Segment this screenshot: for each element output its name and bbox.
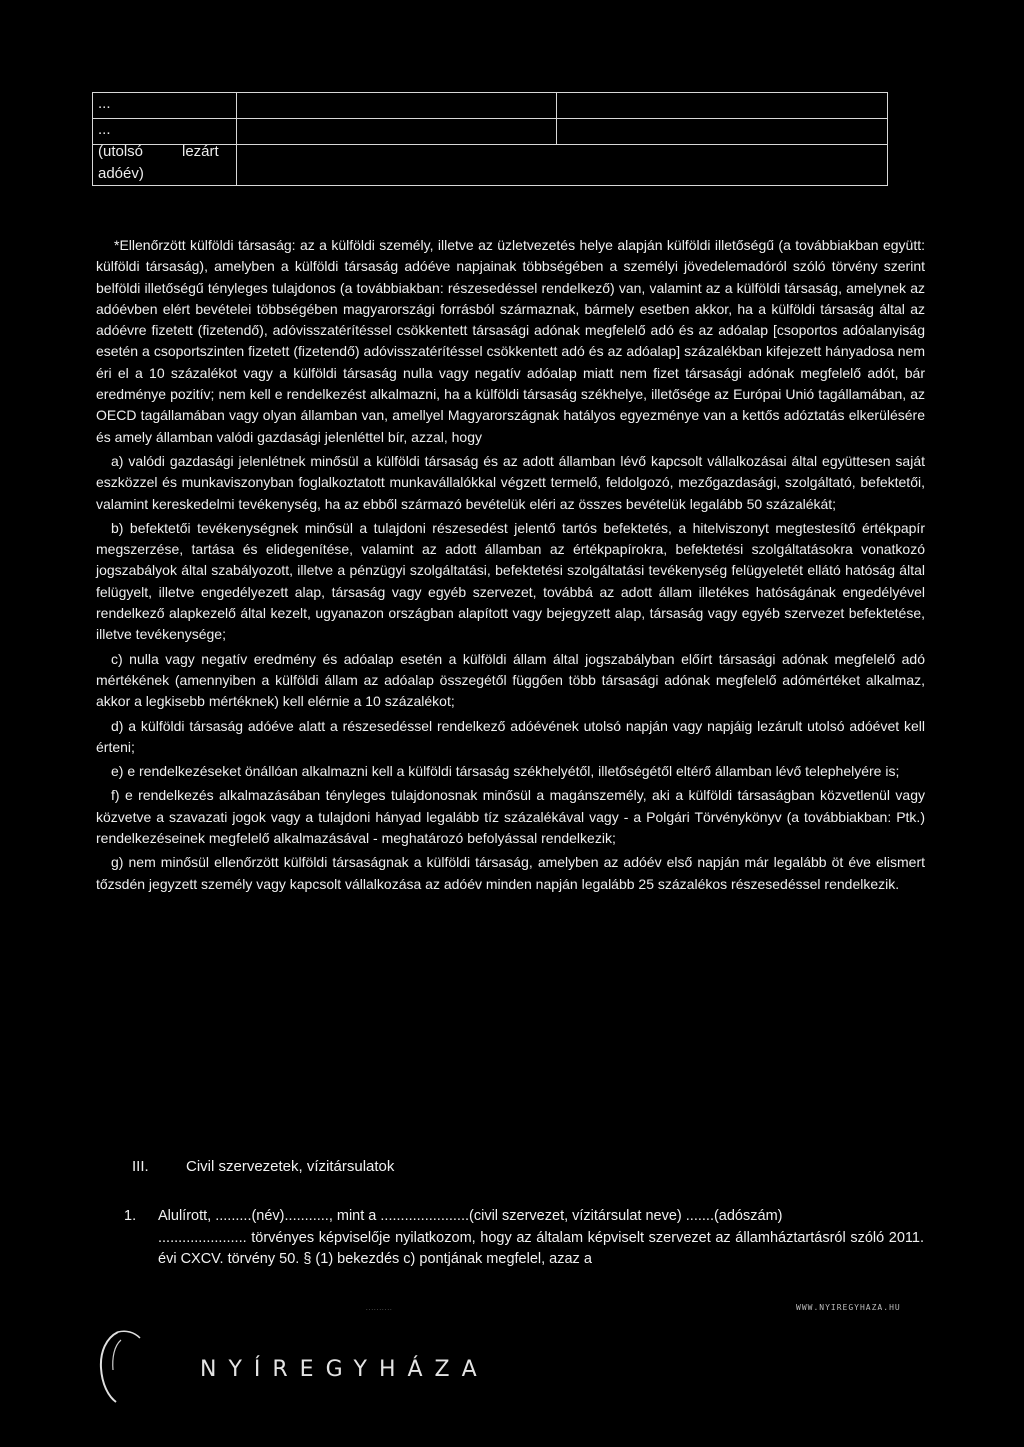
summary-table [92,92,888,186]
table-cell-row3-c: adóév) [98,165,144,182]
definition-item-d: d) a külföldi társaság adóéve alatt a részesedéssel rendelkező adóévének utolsó napján vagy napjáig lezárult utolsó adóévet kell érteni; [96,717,925,755]
definition-item-e: e) e rendelkezéseket önállóan alkalmazni kell a külföldi társaság székhelyétől, illetőségétől eltérő államban lévő telephelyére is; [111,763,900,780]
definition-intro: *Ellenőrzött külföldi társaság: az a külföldi személy, illetve az üzletvezetés helye alapján külföldi illetőségű (a továbbiakban együtt: külföldi társaság), amelyben a külföldi társaság adóéve napjainak többségében a személyi jövedelemadóról szóló törvény szerint belföldi illetőségű tényleges tulajdonos (a továbbiakban: részesedéssel rendelkező) van, valamint az a külföldi társaság, amelynek az adóévben elért bevételei többségében magyarországi forrásból származnak, bármely esetben akkor, ha a külföldi társaság által az adóévre fizetett (fizetendő), adóvisszatérítéssel csökkentett társasági adónak megfelelő adó és az adóalap [csoportos adóalanyiság esetén a csoportszinten fizetett (fizetendő) adóvisszatérítéssel csökkentett adó és az adóalap] százalékban kifejezett hányadosa nem éri el a 10 százalékot vagy a külföldi társaság nulla vagy negatív adóalap miatt nem fizet társasági adónak megfelelő adót, bár eredménye pozitív; nem kell e rendelkezést alkalmazni, ha a külföldi társaság székhelye, illetősége az Európai Unió tagállamában, az OECD tagállamában vagy olyan államban van, amellyel Magyarországnak hatályos egyezménye van a kettős adóztatás elkerülésére és amely államban valódi gazdasági jelenléttel bír, azzal, hogy [96,237,925,445]
definition-text [96,235,925,895]
section-title: Civil szervezetek, vízitársulatok [186,1158,395,1175]
footer-small-mark: .......... [366,1306,393,1312]
table-cell-row3-b: lezárt [182,143,219,160]
declaration-number: 1. [124,1208,137,1224]
table-cell-row1: ... [98,95,111,112]
footer-city-logotype: NYÍREGYHÁZA [200,1357,489,1382]
logo-icon [88,1328,158,1408]
definition-item-a: a) valódi gazdasági jelenlétnek minősül a külföldi társaság és az adott államban lévő kapcsolt vállalkozásai által együttesen saját eszközzel és munkaviszonyban foglalkoztatott munkavállalókkal végzett termelő, feldolgozó, mezőgazdasági, szolgáltató, befektetői, valamint kereskedelmi tevékenység, ha az ebből származó bevételük eléri az összes bevételük legalább 50 százalékát; [96,452,925,512]
definition-item-b: b) befektetői tevékenységnek minősül a tulajdoni részesedést jelentő tartós befektetés, a hitelviszonyt megtestesítő értékpapír megszerzése, tartása és elidegenítése, valamint az adott államban az értékpapírokra, befektetési szolgáltatásokra vonatkozó jogszabályok által szabályozott, illetve a pénzügyi szolgáltatási, befektetési szolgáltatási tevékenység felügyeletét ellátó hatóság által felügyelt, illetve engedélyezett alap, társaság vagy egyéb szervezet, továbbá az adott állam illetékes hatóságának engedélyével rendelkező alapkezelő által kezelt, ugyanazon országban alapított vagy bejegyzett alap, társaság vagy egyéb szervezet befektetése, illetve tevékenysége; [96,519,925,643]
table-cell-row3-a: (utolsó [98,143,144,160]
section-number: III. [132,1158,149,1175]
declaration [124,1206,924,1271]
definition-item-g: g) nem minősül ellenőrzött külföldi társaságnak a külföldi társaság, amelyben az adóév első napján már legalább öt éve elismert tőzsdén jegyzett személy vagy kapcsolt vállalkozása az adóév minden napján legalább 25 százalékos részesedéssel rendelkezik. [96,854,925,892]
section-heading [132,1158,394,1175]
footer-website: WWW.NYIREGYHAZA.HU [796,1303,901,1312]
definition-item-c: c) nulla vagy negatív eredmény és adóalap esetén a külföldi állam által jogszabályban előírt társasági adónak megfelelő adó mértékének (amennyiben a külföldi állam az adóalap összegétől függően több társasági adónak megfelelő adómértéket alkalmaz, akkor a legkisebb mértéknek) kell elérnie a 10 százalékot; [96,650,925,710]
definition-item-f: f) e rendelkezés alkalmazásában tényleges tulajdonosnak minősül a magánszemély, aki a külföldi társaságban közvetlenül vagy közvetve a szavazati jogok vagy a tulajdoni hányad legalább tíz százalékával vagy - a Polgári Törvénykönyv (a továbbiakban: Ptk.) rendelkezéseinek megfelelő alkalmazásával - meghatározó befolyással rendelkezik; [96,787,925,847]
declaration-line1: Alulírott, .........(név)..........., mint a ......................(civil szervezet, vízitársulat neve) .......(adószám) [158,1208,783,1224]
table-cell-row2: ... [98,121,111,138]
declaration-line2: ...................... törvényes képviselője nyilatkozom, hogy az általam képviselt szervezet az államháztartásról szóló 2011. évi CXCV. törvény 50. § (1) bekezdés c) pontjának megfelel, azaz a [158,1229,924,1267]
